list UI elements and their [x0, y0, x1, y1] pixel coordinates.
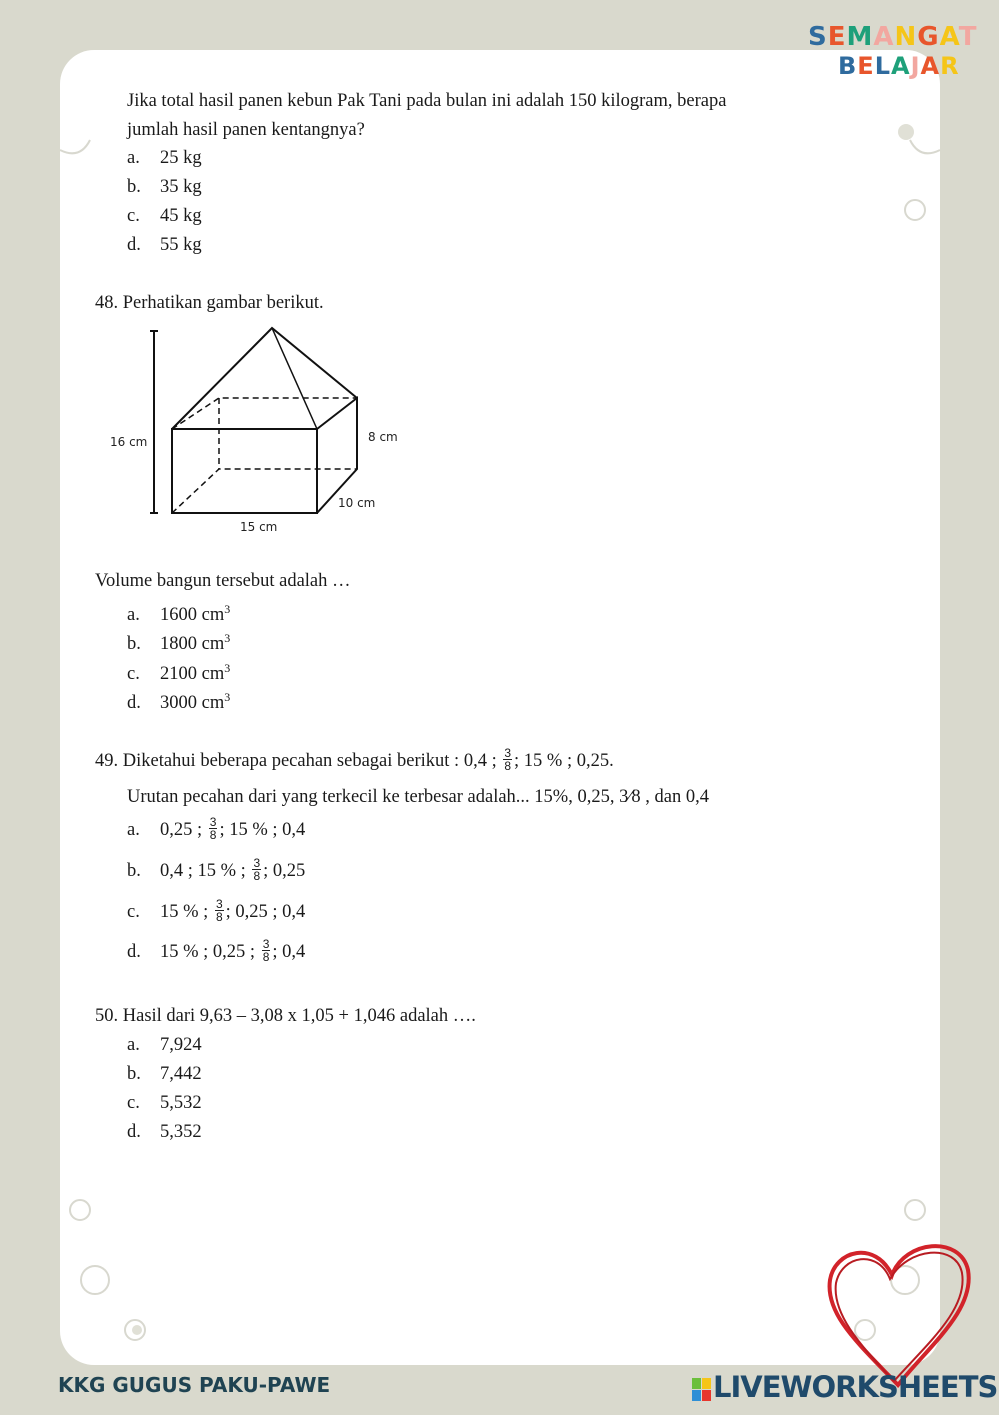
option-d — [127, 1121, 202, 1143]
option-a — [127, 1034, 202, 1056]
q48-prompt: Volume bangun tersebut adalah … — [95, 571, 351, 591]
option-letter: a. — [127, 1035, 140, 1055]
exponent: 3 — [224, 602, 231, 616]
option-letter: d. — [127, 1122, 141, 1142]
option-text: 2100 — [160, 664, 197, 685]
fraction — [209, 816, 218, 841]
denominator: 8 — [209, 828, 217, 842]
q47-text-line2: jumlah hasil panen kentangnya? — [127, 120, 365, 140]
exponent: 3 — [224, 661, 231, 675]
option-text-before: 15 % ; 0,25 ; — [160, 941, 256, 962]
option-b — [127, 627, 230, 655]
semangat-belajar-logo — [808, 22, 977, 80]
denominator: 8 — [262, 950, 270, 964]
exponent: 3 — [224, 631, 231, 645]
option-letter: b. — [127, 634, 141, 655]
q49-text — [95, 746, 614, 774]
unit: cm — [201, 634, 225, 655]
unit: cm — [201, 664, 225, 685]
option-text-before: 0,4 ; 15 % ; — [160, 860, 246, 881]
side-label: 8 cm — [368, 430, 398, 444]
option-c — [127, 1092, 202, 1114]
logo-line2: BELAJAR — [838, 52, 960, 80]
option-text-before: 15 % ; — [160, 901, 209, 922]
q47-text-line1: Jika total hasil panen kebun Pak Tani pada bulan ini adalah 150 kilogram, berapa — [127, 91, 727, 111]
fraction — [503, 747, 512, 772]
q49-text-before: 49. Diketahui beberapa pecahan sebagai berikut : 0,4 ; — [95, 750, 497, 771]
option-text: 35 kg — [160, 177, 202, 197]
option-c — [127, 657, 230, 685]
option-text-after: ; 0,4 — [272, 941, 306, 962]
option-letter: b. — [127, 177, 141, 197]
brand-text: LIVEWORKSHEETS — [713, 1370, 998, 1404]
live-icon — [692, 1378, 711, 1401]
denominator: 8 — [215, 910, 223, 924]
option-text-after: ; 0,25 — [263, 860, 306, 881]
option-letter: a. — [127, 605, 140, 626]
height-label: 16 cm — [110, 435, 148, 449]
option-letter: c. — [127, 901, 140, 922]
option-a — [127, 815, 306, 843]
numerator: 3 — [209, 815, 217, 829]
prism-pyramid-figure — [0, 0, 450, 545]
numerator: 3 — [215, 897, 223, 911]
option-letter: b. — [127, 1064, 141, 1084]
option-letter: c. — [127, 206, 140, 226]
option-letter: c. — [127, 1093, 140, 1113]
option-text: 7,442 — [160, 1064, 202, 1084]
option-letter: d. — [127, 941, 141, 962]
option-d — [127, 937, 306, 965]
exponent: 3 — [224, 690, 231, 704]
option-text: 5,532 — [160, 1093, 202, 1113]
option-text-before: 0,25 ; — [160, 819, 203, 840]
option-b — [127, 856, 306, 884]
fraction — [252, 857, 261, 882]
option-letter: b. — [127, 860, 141, 881]
option-text: 5,352 — [160, 1122, 202, 1142]
numerator: 3 — [253, 856, 261, 870]
footer-school-name: KKG GUGUS PAKU-PAWE — [58, 1373, 331, 1397]
q48-text: 48. Perhatikan gambar berikut. — [95, 293, 324, 313]
option-text: 3000 — [160, 693, 197, 714]
option-text: 7,924 — [160, 1035, 202, 1055]
unit: cm — [201, 693, 225, 714]
option-text-after: ; 15 % ; 0,4 — [219, 819, 306, 840]
unit: cm — [201, 605, 225, 626]
q49-text-after: ; 15 % ; 0,25. — [514, 750, 614, 771]
option-text: 45 kg — [160, 206, 202, 226]
q50-text: 50. Hasil dari 9,63 – 3,08 x 1,05 + 1,046 adalah …. — [95, 1006, 476, 1026]
depth-label: 10 cm — [338, 496, 376, 510]
option-a — [127, 598, 230, 626]
option-text: 25 kg — [160, 148, 202, 168]
logo-line1: SEMANGAT — [808, 22, 978, 52]
width-label: 15 cm — [240, 520, 278, 534]
option-text: 55 kg — [160, 235, 202, 255]
denominator: 8 — [253, 869, 261, 883]
numerator: 3 — [504, 746, 512, 760]
numerator: 3 — [262, 937, 270, 951]
option-letter: d. — [127, 235, 141, 255]
q49-answer-line: Urutan pecahan dari yang terkecil ke terbesar adalah... 15%, 0,25, 3⁄8 , dan 0,4 — [127, 787, 710, 807]
option-letter: a. — [127, 148, 140, 168]
option-text: 1600 — [160, 605, 197, 626]
option-letter: a. — [127, 819, 140, 840]
option-letter: d. — [127, 693, 141, 714]
option-text-after: ; 0,25 ; 0,4 — [225, 901, 306, 922]
option-b — [127, 1063, 202, 1085]
option-text: 1800 — [160, 634, 197, 655]
option-letter: c. — [127, 664, 140, 685]
option-d — [127, 686, 230, 714]
denominator: 8 — [504, 759, 512, 773]
option-c — [127, 897, 306, 925]
fraction — [215, 898, 224, 923]
liveworksheets-logo — [692, 1370, 997, 1404]
fraction — [262, 938, 271, 963]
